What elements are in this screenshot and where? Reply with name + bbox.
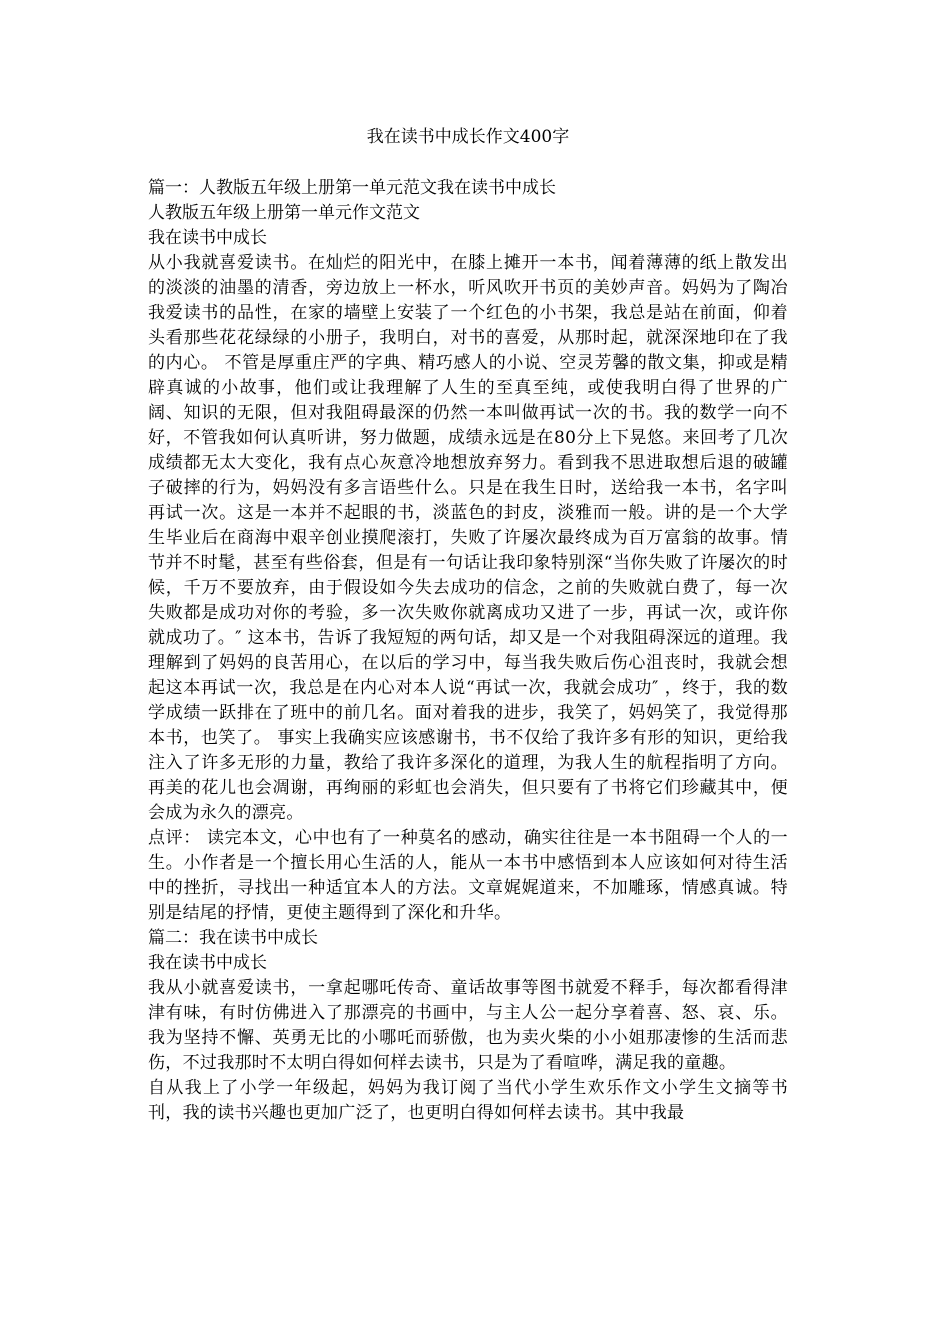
section1-heading: 篇一：人教版五年级上册第一单元范文我在读书中成长 — [148, 178, 556, 198]
section2-paragraph-1: 我从小就喜爱读书，一拿起哪吒传奇、童话故事等图书就爱不释手，每次都看得津津有味，有时仿佛进入了那漂亮的书画中，与主人公一起分享着喜、怒、哀、乐。我为坚持不懈、英勇无比的小哪吒而骄傲，也为卖火柴的小小姐那凄惨的生活而悲伤，不过我那时不太明白得如何样去读书，只是为了看喧哗，满足我的童趣。 — [148, 978, 788, 1073]
section2-heading: 篇二：我在读书中成长 — [148, 928, 318, 948]
section1-body: 从小我就喜爱读书。在灿烂的阳光中，在膝上摊开一本书，闻着薄薄的纸上散发出的淡淡的油墨的清香，旁边放上一杯水，听风吹开书页的美妙声音。妈妈为了陶冶我爱读书的品性，在家的墙壁上安装了一个红色的小书架，我总是站在前面，仰着头看那些花花绿绿的小册子，我明白，对书的喜爱，从那时起，就深深地印在了我的内心。 不管是厚重庄严的字典、精巧感人的小说、空灵芳馨的散文集，抑或是精辟真诚的小故事，他们或让我理解了人生的至真至纯，或使我明白得了世界的广阔、知识的无限，但对我阻碍最深的仍然一本叫做再试一次的书。我的数学一向不好，不管我如何认真听讲，努力做题，成绩永远是在80分上下晃悠。来回考了几次成绩都无太大变化，我有点心灰意冷地想放弃努力。看到我不思进取想后退的破罐子破摔的行为，妈妈没有多言语些什么。只是在我生日时，送给我一本书，名字叫再试一次。这是一本并不起眼的书，淡蓝色的封皮，淡雅而一般。讲的是一个大学生毕业后在商海中艰辛创业摸爬滚打，失败了许屡次最终成为百万富翁的故事。情节并不时髦，甚至有些俗套，但是有一句话让我印象特别深“当你失败了许屡次的时候，千万不要放弃，由于假设如今失去成功的信念，之前的失败就白费了，每一次失败都是成功对你的考验，多一次失败你就离成功又进了一步，再试一次，或许你就成功了。″ 这本书，告诉了我短短的两句话，却又是一个对我阻碍深远的道理。我理解到了妈妈的良苦用心，在以后的学习中，每当我失败后伤心沮丧时，我就会想起这本再试一次，我总是在内心对本人说“再试一次，我就会成功″ ，终于，我的数学成绩一跃排在了班中的前几名。面对着我的进步，我笑了，妈妈笑了，我觉得那本书，也笑了。 事实上我确实应该感谢书，书不仅给了我许多有形的知识，更给我注入了许多无形的力量，教给了我许多深化的道理，为我人生的航程指明了方向。再美的花儿也会凋谢，再绚丽的彩虹也会消失，但只要有了书将它们珍藏其中，便会成为永久的漂亮。 — [148, 253, 788, 823]
document-page — [148, 124, 788, 1126]
section1-subheading: 人教版五年级上册第一单元作文范文 — [148, 203, 420, 223]
section1-comment: 点评： 读完本文，心中也有了一种莫名的感动，确实往往是一本书阻碍一个人的一生。小作者是一个擅长用心生活的人，能从一本书中感悟到本人应该如何对待生活中的挫折，寻找出一种适宜本人的方法。文章娓娓道来，不加雕琢，情感真诚。特别是结尾的抒情，更使主题得到了深化和升华。 — [148, 828, 788, 923]
document-title: 我在读书中成长作文400字 — [366, 127, 570, 147]
section2-paragraph-2: 自从我上了小学一年级起，妈妈为我订阅了当代小学生欢乐作文小学生文摘等书刊，我的读书兴趣也更加广泛了，也更明白得如何样去读书。其中我最 — [148, 1078, 788, 1123]
section1-essay-title: 我在读书中成长 — [148, 228, 267, 248]
section2-essay-title: 我在读书中成长 — [148, 953, 267, 973]
